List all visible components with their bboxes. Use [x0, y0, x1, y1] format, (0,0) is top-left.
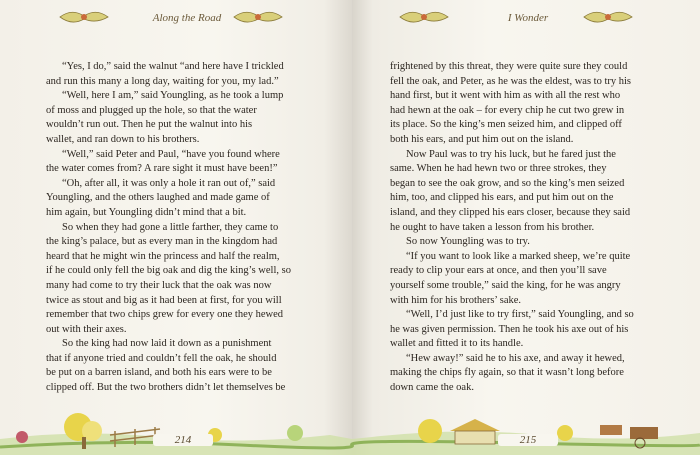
text-line: “Yes, I do,” said the walnut “and here have I trickled [62, 61, 284, 72]
text-line: he ought to have taken a lesson from his brother. [390, 221, 595, 233]
text-line: him, too, and clipped his ears, and put him out on the [390, 192, 614, 204]
text-line: “Oh, after all, it was only a hole it ran out of,” said [62, 177, 276, 189]
text-line: heard that he might win the princess and half the realm, [46, 250, 280, 262]
text-line: began to see the oak grow, and so the king’s men seized [390, 177, 625, 189]
paragraph [46, 148, 291, 177]
text-line: wallet, and ran down to his brothers. [46, 133, 200, 145]
text-line: hand first, but it went with him as with all the rest who [390, 90, 621, 102]
text-line: wouldn’t run out. Then he put the walnut into his [46, 119, 253, 131]
text-line: So now Youngling was to try. [406, 236, 530, 248]
body-text [390, 60, 634, 396]
text-line: same. When he had hewn two or three strokes, they [390, 163, 607, 175]
paragraph [390, 352, 634, 396]
text-line: had hewn at the oak – for every chip he cut two grew in [390, 104, 625, 116]
text-line: and run this many a long day, waiting for you, my lad.” [46, 75, 279, 87]
text-line: the king’s palace, but as every man in the kingdom had [46, 236, 278, 248]
paragraph [46, 60, 291, 89]
paragraph [46, 89, 291, 147]
paragraph [46, 337, 291, 395]
running-head: Along the Road [152, 12, 222, 24]
decorative-banner-icon [58, 8, 110, 26]
text-line: clipped off. But the two brothers didn’t let themselves be [46, 382, 286, 394]
decorative-banner-icon [398, 8, 450, 26]
text-line: if he could only fell the big oak and dig the king’s well, so [46, 265, 291, 277]
text-line: So when they had gone a little farther, they came to [62, 221, 279, 233]
text-line: him again, but Youngling didn’t mind that a bit. [46, 206, 247, 218]
paragraph [390, 308, 634, 352]
text-line: both his ears, and put him out on the island. [390, 133, 574, 145]
paragraph [390, 235, 634, 250]
text-line: “Hew away!” said he to his axe, and away it hewed, [406, 352, 625, 364]
paragraph [390, 250, 634, 308]
cottage-icon [418, 419, 500, 444]
text-line: “If you want to look like a marked sheep, we’re quite [406, 250, 631, 262]
text-line: So the king had now laid it down as a punishment [62, 338, 272, 350]
text-line: “Well,” said Peter and Paul, “have you found where [62, 148, 280, 160]
text-line: the water comes from? A rare sight it must have been!” [46, 163, 278, 175]
illustrated-border [0, 405, 700, 455]
text-line: many had come to try their luck that the oak was now [46, 279, 272, 291]
page-number: 214 [153, 434, 213, 446]
text-line: be put on a barren island, and both his ears were to be [46, 367, 272, 379]
text-line: down came the oak. [390, 382, 474, 394]
text-line: wallet and fitted it to its handle. [390, 338, 524, 350]
decorative-banner-icon [232, 8, 284, 26]
decorative-banner-icon [582, 8, 634, 26]
text-line: ready to clip your ears at once, and then you’ll save [390, 265, 607, 277]
text-line: making the chips fly again, so that it wasn’t long before [390, 367, 624, 379]
text-line: of moss and plugged up the hole, so that the water [46, 104, 257, 116]
text-line: Youngling, and the others laughed and made game of [46, 192, 270, 204]
right-page [352, 0, 700, 455]
flower-icon [16, 431, 28, 443]
paragraph [390, 148, 634, 236]
text-line: “Well, I’d just like to try first,” said Youngling, and so [406, 309, 634, 321]
text-line: island, and they clipped his ears closer, because they said [390, 206, 631, 218]
paragraph [46, 177, 291, 221]
text-line: he was given permission. Then he took his axe out of his [390, 323, 629, 335]
text-line: twice as stout and big as it had been at first, for you will [46, 294, 282, 306]
text-line: remember that two chips grew for every one they hewed [46, 309, 284, 321]
bush-icon [287, 425, 303, 441]
text-line: with him for his brothers’ sake. [390, 294, 522, 306]
paragraph [390, 60, 634, 148]
text-line: Now Paul was to try his luck, but he fared just the [406, 148, 616, 160]
paragraph [46, 221, 291, 338]
text-line: fell the oak, and Peter, as he was the eldest, was to try his [390, 75, 632, 87]
text-line: out with their axes. [46, 323, 127, 335]
text-line: yourself some trouble,” said the king, for he was angry [390, 279, 621, 291]
page-number: 215 [498, 434, 558, 446]
text-line: that if anyone tried and couldn’t fell the oak, he should [46, 352, 277, 364]
running-head: I Wonder [507, 12, 549, 24]
bush-icon [557, 425, 573, 441]
text-line: its place. So the king’s men seized him, and clipped off [390, 119, 622, 131]
text-line: frightened by this threat, they were quite sure they could [390, 61, 628, 72]
text-line: “Well, here I am,” said Youngling, as he took a lump [62, 90, 284, 102]
body-text [46, 60, 291, 396]
